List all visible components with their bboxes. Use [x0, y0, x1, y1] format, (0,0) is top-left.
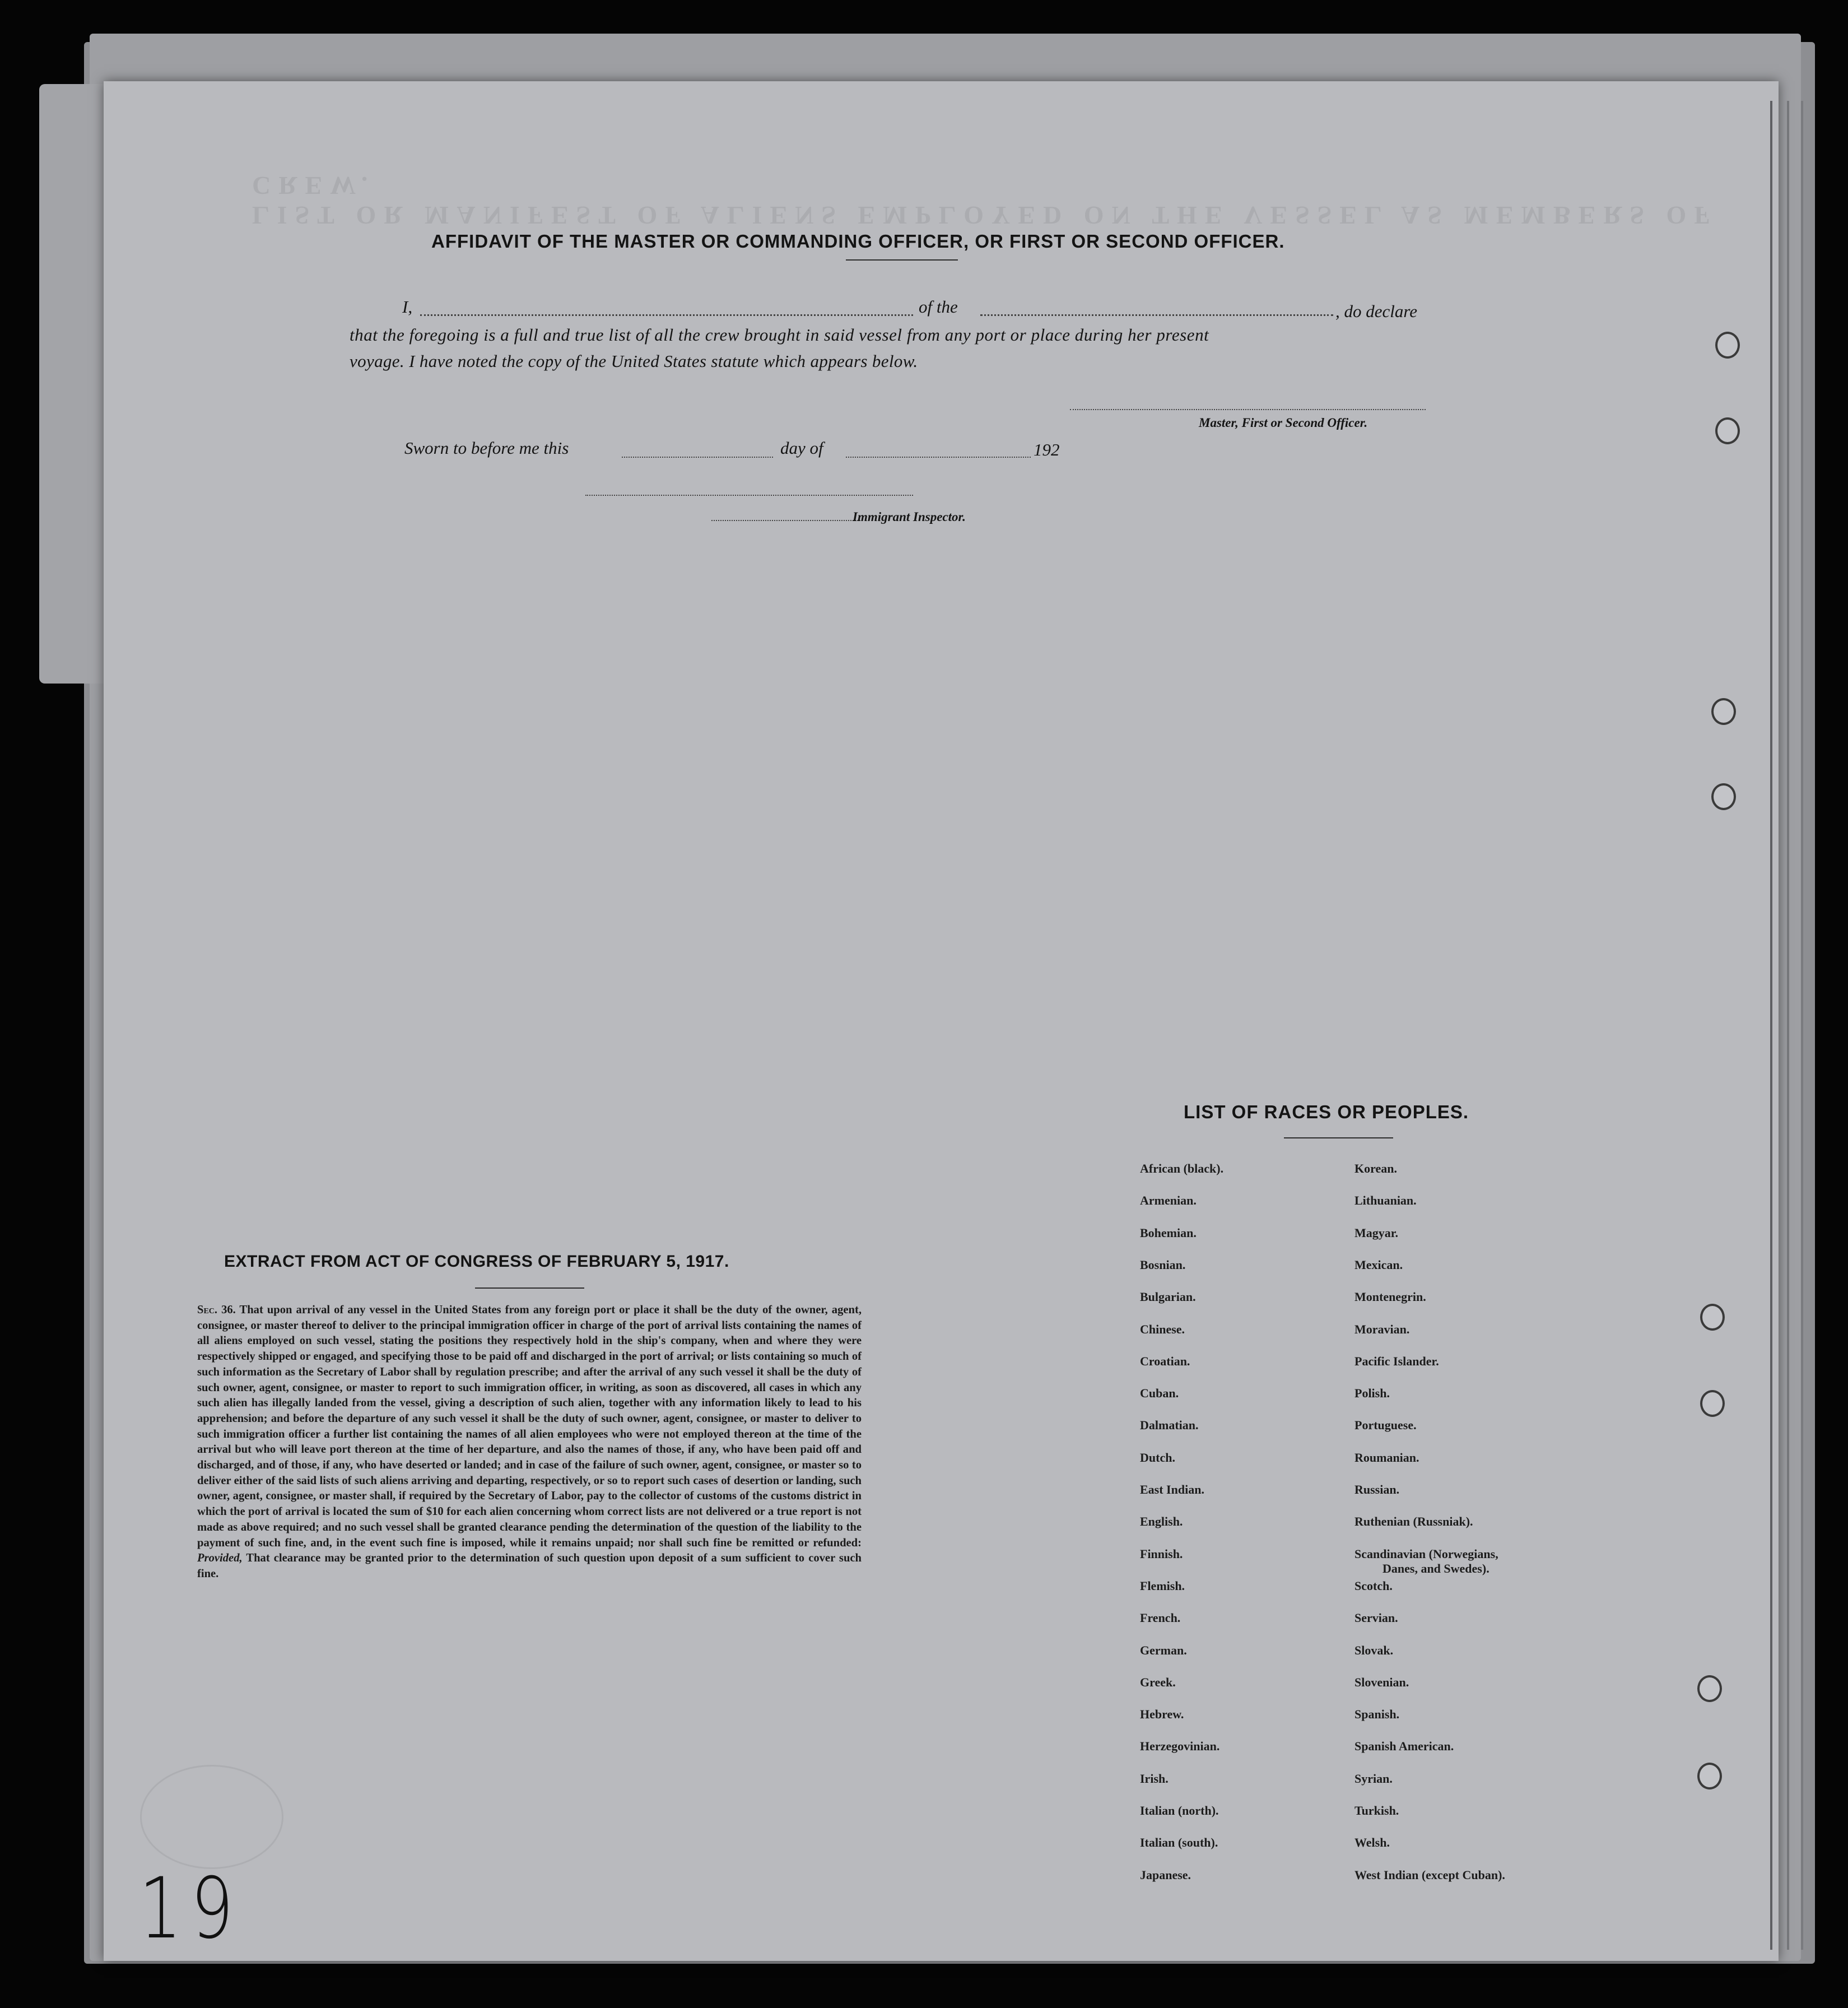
- race-item: Korean.: [1354, 1161, 1397, 1175]
- race-item: Cuban.: [1140, 1386, 1179, 1401]
- race-item: Flemish.: [1140, 1578, 1185, 1593]
- races-title: LIST OF RACES OR PEOPLES.: [1184, 1101, 1469, 1122]
- race-item: Servian.: [1354, 1611, 1398, 1625]
- race-item: Roumanian.: [1354, 1450, 1419, 1465]
- show-through-text: LIST OR MANIFEST OF ALIENS EMPLOYED ON THE VESSEL AS MEMBERS OF CREW.: [252, 171, 1717, 230]
- affidavit-title: AFFIDAVIT OF THE MASTER OR COMMANDING OFFICER, OR FIRST OR SECOND OFFICER.: [431, 231, 1285, 252]
- affidavit-line-2: that the foregoing is a full and true list of all the crew brought in said vessel from any port or place during her present: [350, 325, 1209, 345]
- race-item: Spanish.: [1354, 1707, 1400, 1722]
- race-item: Moravian.: [1354, 1322, 1410, 1336]
- binder-hole: [1700, 1390, 1725, 1417]
- extract-text-1: That upon arrival of any vessel in the United States from any foreign port or place it shall be the duty of the owner, agent, consignee, or master thereof to deliver to the principal immigration officer in charge of the port of arrival lists containing the names of all aliens employed on such vessel, stating the positions they respectively hold in the ship's company, when and where they were respectively shipped or engaged, and specifying those to be paid off and discharged in the port of arrival; or lists containing so much of such information as the Secretary of Labor shall by regulation prescribe; and after the arrival of any such vessel it shall be the duty of such owner, agent, consignee, or master to report to such immigration officer, in writing, as soon as discovered, all cases in which any such alien has illegally landed from the vessel, giving a description of such alien, together with any information likely to lead to his apprehension; and before the departure of any such vessel it shall be the duty of such owner, agent, consignee, or master to deliver to such immigration officer a further list containing the names of all alien employees who were not employed thereon at the time of the arrival but who will leave port thereon at the time of her departure, and also the names of those, if any, who have been paid off and discharged, and of those, if any, who have deserted or landed; and in case of the failure of such owner, agent, consignee, or master so to deliver either of the said lists of such aliens arriving and departing, respectively, or so to report such cases of desertion or landing, such owner, agent, consignee, or master shall, if required by the Secretary of Labor, pay to the collector of customs of the customs district in which the port of arrival is located the sum of $10 for each alien concerning whom correct lists are not delivered or a true report is not made as above required; and no such vessel shall be granted clearance pending the determination of the question of the liability to the payment of such fine, and, in the event such fine is imposed, while it remains unpaid; nor shall such fine be remitted or refunded:: [197, 1304, 862, 1549]
- inspector-line-upper: [585, 495, 913, 496]
- affidavit-line-3: voyage. I have noted the copy of the United States statute which appears below.: [350, 351, 918, 371]
- binder-hole: [1715, 417, 1740, 444]
- name-field-line: [420, 314, 913, 316]
- race-item: Montenegrin.: [1354, 1290, 1426, 1304]
- binder-hole: [1700, 1304, 1725, 1331]
- race-item: Croatian.: [1140, 1354, 1190, 1368]
- race-item: Finnish.: [1140, 1546, 1183, 1561]
- signature-line: [1070, 409, 1426, 410]
- race-item: African (black).: [1140, 1161, 1224, 1175]
- binder-hole: [1697, 1763, 1722, 1789]
- binder-hole: [1697, 1675, 1722, 1702]
- race-item: Bulgarian.: [1140, 1290, 1196, 1304]
- inspector-line-lower: [711, 520, 863, 521]
- affidavit-of-the: of the: [919, 297, 958, 317]
- race-item: German.: [1140, 1643, 1187, 1657]
- race-item: Ruthenian (Russniak).: [1354, 1514, 1473, 1529]
- race-item: Italian (north).: [1140, 1804, 1219, 1818]
- race-item: Italian (south).: [1140, 1835, 1218, 1850]
- race-item: West Indian (except Cuban).: [1354, 1867, 1505, 1882]
- extract-provided: Provided,: [197, 1552, 243, 1565]
- race-item: Spanish American.: [1354, 1739, 1454, 1754]
- inspector-label: Immigrant Inspector.: [853, 510, 966, 524]
- race-item: Slovak.: [1354, 1643, 1394, 1657]
- handwritten-number: 19: [139, 1860, 243, 1958]
- binder-hole: [1711, 783, 1736, 810]
- race-item: Syrian.: [1354, 1771, 1393, 1786]
- races-underline: [1284, 1137, 1393, 1138]
- race-item: Dalmatian.: [1140, 1418, 1199, 1433]
- race-item: Slovenian.: [1354, 1675, 1409, 1689]
- extract-text-2: That clearance may be granted prior to the determination of such question upon deposit of a sum sufficient to cover such fine.: [197, 1552, 862, 1580]
- faded-stamp: [140, 1765, 283, 1869]
- extract-underline: [475, 1287, 584, 1289]
- race-item: Bosnian.: [1140, 1257, 1186, 1272]
- section-label: Sec. 36.: [197, 1304, 236, 1316]
- title-underline: [846, 259, 958, 261]
- race-item: Hebrew.: [1140, 1707, 1184, 1722]
- month-field-line: [846, 457, 1031, 458]
- race-item: Magyar.: [1354, 1225, 1399, 1240]
- affidavit-i: I,: [402, 297, 413, 317]
- race-item: Portuguese.: [1354, 1418, 1417, 1433]
- race-item: English.: [1140, 1514, 1183, 1529]
- sworn-text: Sworn to before me this: [404, 438, 569, 458]
- binder-hole: [1715, 332, 1740, 359]
- race-item: Japanese.: [1140, 1867, 1191, 1882]
- race-item: Turkish.: [1354, 1804, 1399, 1818]
- sworn-day-line: [622, 457, 773, 458]
- race-item: Lithuanian.: [1354, 1193, 1417, 1208]
- race-item: Russian.: [1354, 1482, 1400, 1496]
- extract-title: EXTRACT FROM ACT OF CONGRESS OF FEBRUARY 5, 1917.: [224, 1252, 729, 1271]
- year-text: 192: [1034, 440, 1060, 459]
- race-item: Armenian.: [1140, 1193, 1197, 1208]
- race-item: Irish.: [1140, 1771, 1169, 1786]
- race-item: Welsh.: [1354, 1835, 1390, 1850]
- race-item: Dutch.: [1140, 1450, 1175, 1465]
- race-item: Greek.: [1140, 1675, 1176, 1689]
- race-item: Polish.: [1354, 1386, 1390, 1401]
- race-item: Scotch.: [1354, 1578, 1393, 1593]
- day-of-text: day of: [780, 438, 823, 458]
- vessel-field-line: [980, 314, 1333, 316]
- race-item: Chinese.: [1140, 1322, 1185, 1336]
- race-item: Bohemian.: [1140, 1225, 1197, 1240]
- race-item: French.: [1140, 1611, 1181, 1625]
- page-edge: [1770, 101, 1772, 1950]
- race-item: Scandinavian (Norwegians,: [1354, 1546, 1498, 1561]
- race-item: Mexican.: [1354, 1257, 1403, 1272]
- extract-body: [197, 1303, 862, 1582]
- affidavit-declare: , do declare: [1335, 301, 1418, 321]
- signature-label: Master, First or Second Officer.: [1199, 416, 1368, 430]
- binder-hole: [1711, 698, 1736, 725]
- race-item: East Indian.: [1140, 1482, 1204, 1496]
- page-edge: [1801, 101, 1803, 1950]
- race-item: Danes, and Swedes).: [1382, 1561, 1489, 1575]
- race-item: Pacific Islander.: [1354, 1354, 1439, 1368]
- race-item: Herzegovinian.: [1140, 1739, 1220, 1754]
- page-edge: [1787, 101, 1789, 1950]
